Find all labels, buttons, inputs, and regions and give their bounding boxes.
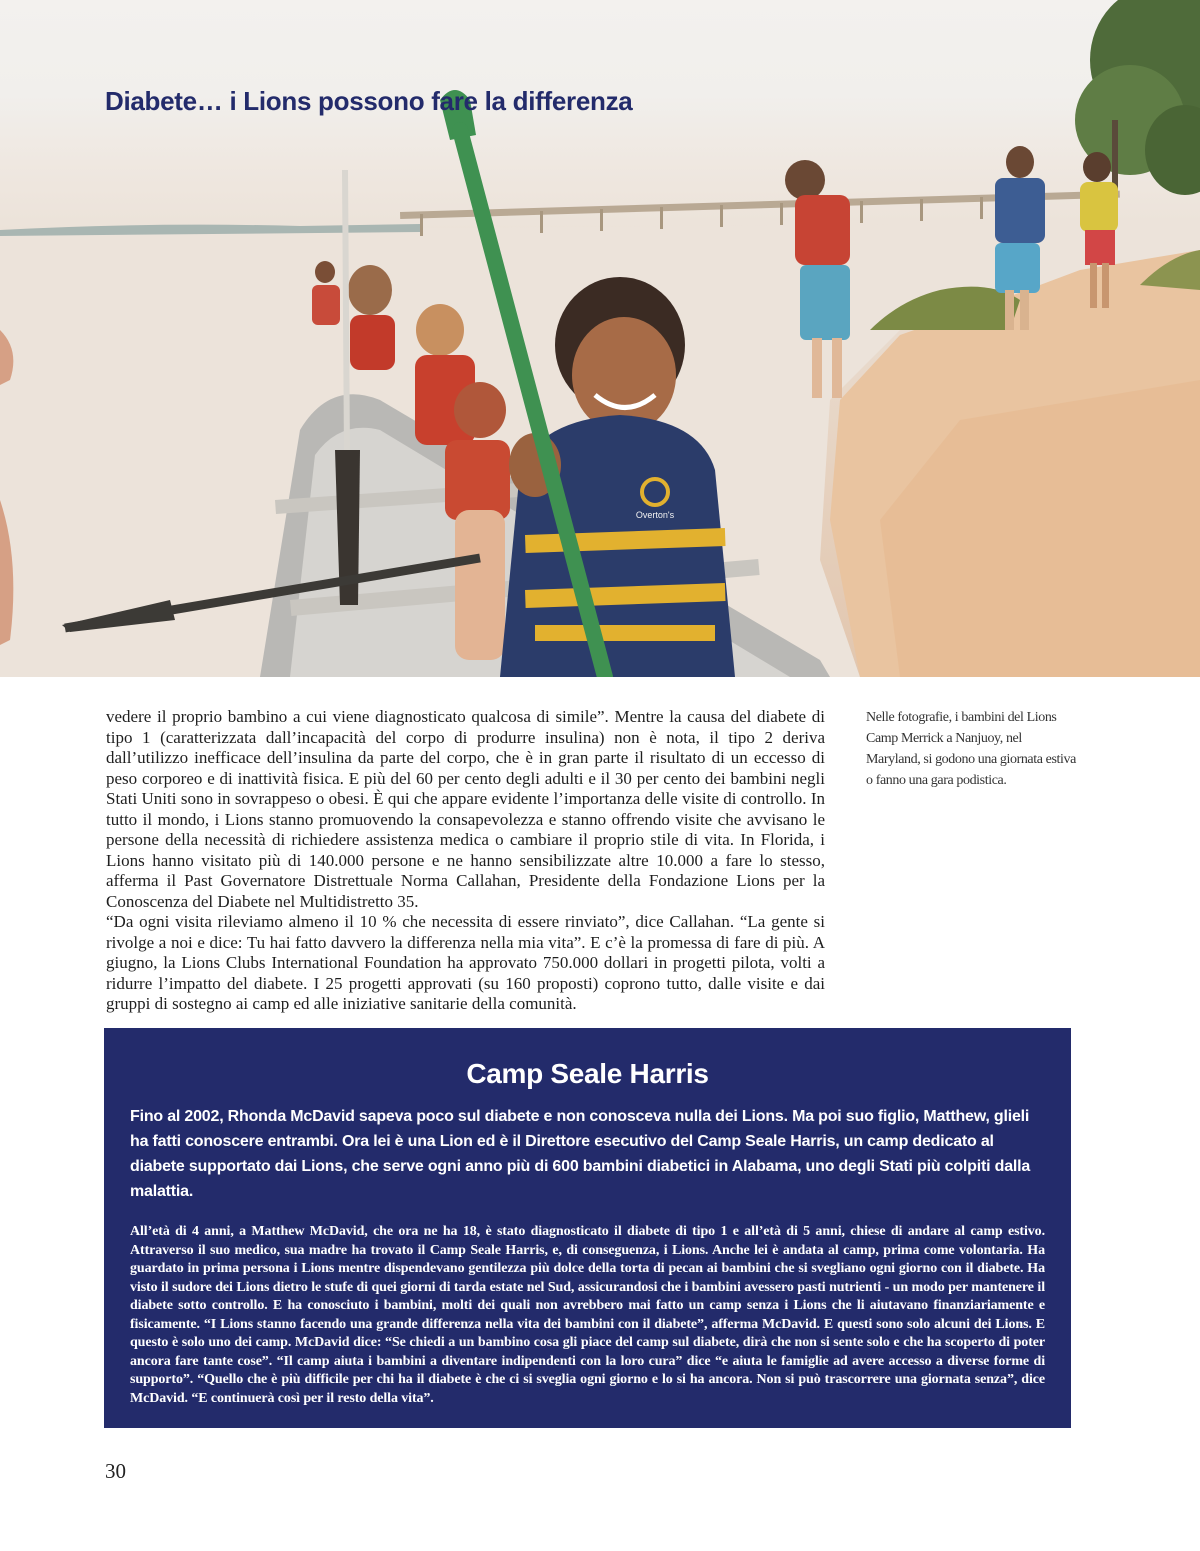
- camp-info-box: [104, 1028, 1071, 1428]
- box-title: Camp Seale Harris: [466, 1058, 709, 1089]
- article-paragraph: “Da ogni visita rileviamo almeno il 10 % che necessita di essere rinviato”, dice Callahan. “La gente si rivolge a noi e dice: Tu hai fatto davvero la differenza nella mia vita”. E c’è la promessa di fare di più. A giugno, la Lions Clubs International Foundation ha approvato 750.000 dollari in progetti pilota, volti a ridurre l’impatto del diabete. I 25 progetti approvati (su 160 proposti) coprono tutto, dalle visite e dai gruppi di sostegno ai camp ed alle iniziative sanitarie della comunità.: [106, 912, 825, 1013]
- photo-caption: Nelle fotografie, i bambini del Lions Camp Merrick a Nanjuoy, nel Maryland, si godono una giornata estiva o fanno una gara podistica.: [866, 710, 1076, 788]
- page-number: 30: [105, 1459, 126, 1483]
- life-vest-brand: Overton's: [635, 510, 675, 520]
- box-intro: Fino al 2002, Rhonda McDavid sapeva poco sul diabete e non conosceva nulla dei Lions. Ma poi suo figlio, Matthew, glieli ha fatti conoscere entrambi. Ora lei è una Lion ed è il Direttore esecutivo del Camp Seale Harris, un camp dedicato al diabete supportato dai Lions, che serve ogni anno più di 600 bambini diabetici in Alabama, uno degli Stati più colpiti dalla malattia.: [130, 1108, 1031, 1200]
- box-body: All’età di 4 anni, a Matthew McDavid, che ora ne ha 18, è stato diagnosticato il diabete di tipo 1 e all’età di 5 anni, chiese di andare al camp estivo. Attraverso il suo medico, sua madre ha trovato il Camp Seale Harris, e, di conseguenza, i Lions. Anche lei è andata al camp, prima come volontaria. Ha guardato in prima persona i Lions mentre dispendevano gentilezza più dolce della torta di pecan ai bambini che si svegliano ogni giorno con il diabete. Ha visto il sudore dei Lions dietro le stufe di quei giorni di tarda estate nel Sud, assicurandosi che i bambini avessero pasti nutrienti - un modo per mantenere il diabete sotto controllo. E ha conosciuto i bambini, molti dei quali non avrebbero mai fatto un camp senza i Lions che li aiutavano finanziariamente e fisicamente. “I Lions stanno facendo una grande differenza nella vita dei bambini con il diabete”, afferma McDavid. E questi sono solo alcuni dei Lions. E questo è solo uno dei camp. McDavid dice: “Se chiedi a un bambino cosa gli piace del camp sul diabete, dirà che non si sente solo e che ha scoperto di poter ancora fare tante cose”. “Il camp aiuta i bambini a diventare indipendenti con la loro cura” dice “e aiuta le famiglie ad avere accesso a diverse forme di supporto”. “Quello che è più difficile per chi ha il diabete è che ci si sveglia ogni giorno e lo si ha ancora. Non si può trascorrere una giornata senza”, dice McDavid. “E continuerà così per il resto della vita”.: [130, 1224, 1045, 1406]
- hero-photo: [0, 0, 1200, 677]
- page-title: Diabete… i Lions possono fare la differenza: [105, 86, 633, 116]
- article-body: [106, 707, 825, 1015]
- article-paragraph: vedere il proprio bambino a cui viene diagnosticato qualcosa di simile”. Mentre la causa del diabete di tipo 1 (caratterizzata dall’incapacità del corpo di produrre insulina) non è nota, il tipo 2 deriva dall’utilizzo inefficace dell’insulina da parte del corpo, che è in gran parte il risultato di un eccesso di peso corporeo e di inattività fisica. E più del 60 per cento degli adulti e il 30 per cento dei bambini negli Stati Uniti sono in sovrappeso o obesi. È qui che appare evidente l’importanza delle visite di controllo. In tutto il mondo, i Lions stanno promuovendo la consapevolezza e stanno offrendo visite che avvisano le persone della necessità di richiedere assistenza medica o cambiare il proprio stile di vita. In Florida, i Lions hanno visitato più di 140.000 persone e ne hanno sensibilizzate altre 10.000 a fare lo stesso, afferma il Past Governatore Distrettuale Norma Callahan, Presidente della Fondazione Lions per la Conoscenza del Diabete nel Multidistretto 35.: [106, 707, 825, 911]
